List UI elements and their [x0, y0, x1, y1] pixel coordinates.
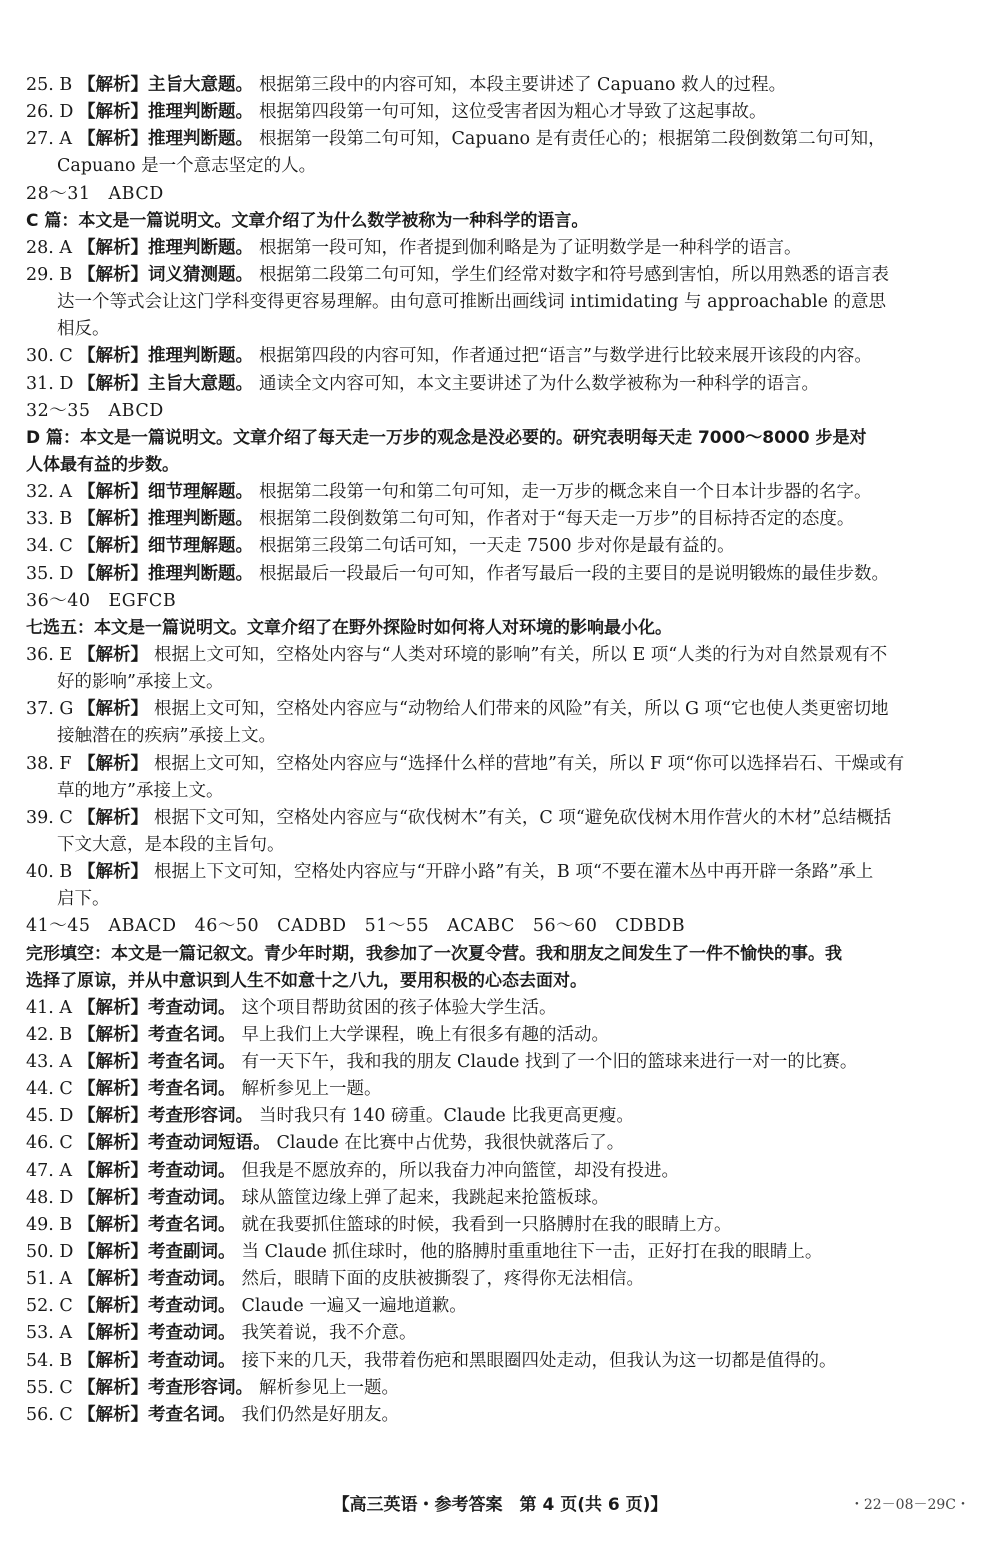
continuation-line [26, 153, 976, 180]
answer-number: 28. A [26, 237, 73, 258]
analysis-text: 我们仍然是好朋友。 [241, 1404, 399, 1425]
analysis-tag: 【解析】考查副词。 [78, 1242, 236, 1263]
analysis-text: 但我是不愿放弃的，所以我奋力冲向篮筐，却没有投进。 [241, 1160, 679, 1181]
continuation-line [26, 316, 976, 343]
analysis-text: 接下来的几天，我带着伤疤和黑眼圈四处走动，但我认为这一切都是值得的。 [241, 1350, 837, 1371]
answer-item [26, 343, 976, 370]
analysis-text: 根据上文可知，空格处内容应与“动物给人们带来的风险”有关，所以 G 项“它也使人类更密切地 [154, 699, 889, 720]
analysis-text: 有一天下午，我和我的朋友 Claude 找到了一个旧的篮球来进行一对一的比赛。 [241, 1052, 858, 1073]
answer-item [26, 72, 976, 99]
footer-code: ・22－08－29C・ [849, 1497, 970, 1513]
analysis-tag: 【解析】考查名词。 [78, 1052, 236, 1073]
answer-number: 56. C [26, 1404, 73, 1425]
analysis-text: 根据第二段第一句和第二句可知，走一万步的概念来自一个日本计步器的名字。 [259, 482, 872, 503]
answer-number: 42. B [26, 1024, 73, 1045]
answer-item [26, 1076, 976, 1103]
answer-number: 41. A [26, 997, 73, 1018]
analysis-tag: 【解析】考查动词。 [78, 997, 236, 1018]
answer-number: 39. C [26, 807, 73, 828]
answer-item [26, 696, 976, 723]
analysis-tag: 【解析】考查动词。 [78, 1160, 236, 1181]
analysis-text: 当 Claude 抓住球时，他的胳膊肘重重地往下一击，正好打在我的眼睛上。 [241, 1242, 823, 1263]
analysis-tag: 【解析】 [78, 807, 148, 828]
analysis-tag: 【解析】考查动词。 [78, 1187, 236, 1208]
analysis-tag: 【解析】 [78, 644, 148, 665]
analysis-text: 根据最后一段最后一句可知，作者写最后一段的主要目的是说明锻炼的最佳步数。 [259, 563, 889, 584]
analysis-tag: 【解析】细节理解题。 [78, 482, 253, 503]
answer-number: 33. B [26, 509, 73, 530]
analysis-tag: 【解析】考查动词。 [78, 1296, 236, 1317]
section-heading-text: D 篇：本文是一篇说明文。文章介绍了每天走一万步的观念是没必要的。研究表明每天走 7000～8000 步是对 [26, 427, 867, 448]
answer-number: 35. D [26, 563, 74, 584]
continuation-line [26, 669, 976, 696]
continuation-line [26, 778, 976, 805]
analysis-tag: 【解析】考查名词。 [78, 1079, 236, 1100]
answer-number: 43. A [26, 1052, 73, 1073]
answer-number: 38. F [26, 753, 72, 774]
analysis-text: 然后，眼睛下面的皮肤被撕裂了，疼得你无法相信。 [241, 1269, 644, 1290]
analysis-tag: 【解析】考查名词。 [78, 1024, 236, 1045]
analysis-text: 根据上文可知，空格处内容与“人类对环境的影响”有关，所以 E 项“人类的行为对自然景观有不 [154, 644, 888, 665]
analysis-tag: 【解析】考查动词短语。 [78, 1133, 271, 1154]
answer-item [26, 1212, 976, 1239]
continuation-text: 启下。 [57, 889, 110, 910]
answer-number: 32. A [26, 482, 73, 503]
answer-item [26, 1293, 976, 1320]
continuation-line [26, 886, 976, 913]
continuation-text: Capuano 是一个意志坚定的人。 [57, 156, 317, 177]
continuation-text: 好的影响”承接上文。 [57, 672, 224, 693]
answer-key-range [26, 181, 976, 208]
answer-item [26, 262, 976, 289]
analysis-tag: 【解析】细节理解题。 [78, 536, 253, 557]
answer-number: 34. C [26, 536, 73, 557]
answer-number: 48. D [26, 1187, 74, 1208]
answer-number: 31. D [26, 373, 74, 394]
analysis-tag: 【解析】推理判断题。 [78, 237, 253, 258]
analysis-text: 根据第三段第二句话可知，一天走 7500 步对你是最有益的。 [259, 536, 735, 557]
answer-number: 55. C [26, 1377, 73, 1398]
section-heading [26, 941, 976, 968]
answer-number: 30. C [26, 346, 73, 367]
section-heading-text: C 篇：本文是一篇说明文。文章介绍了为什么数学被称为一种科学的语言。 [26, 210, 589, 231]
continuation-line [26, 832, 976, 859]
section-heading-text: 完形填空：本文是一篇记叙文。青少年时期，我参加了一次夏令营。我和朋友之间发生了一件不愉快的事。我 [26, 943, 842, 964]
analysis-tag: 【解析】考查名词。 [78, 1404, 236, 1425]
analysis-tag: 【解析】考查名词。 [78, 1214, 236, 1235]
continuation-text: 下文大意，是本段的主旨句。 [57, 834, 285, 855]
analysis-tag: 【解析】 [78, 862, 148, 883]
answer-item [26, 995, 976, 1022]
answer-key-range [26, 588, 976, 615]
answer-key-text: 28～31 ABCD [26, 183, 164, 204]
analysis-tag: 【解析】考查动词。 [78, 1350, 236, 1371]
answer-item [26, 561, 976, 588]
analysis-tag: 【解析】推理判断题。 [78, 563, 253, 584]
answer-item [26, 1130, 976, 1157]
answer-item [26, 126, 976, 153]
continuation-line [26, 289, 976, 316]
answer-key-range [26, 398, 976, 425]
analysis-text: 当时我只有 140 磅重。Claude 比我更高更瘦。 [259, 1106, 634, 1127]
answer-number: 37. G [26, 699, 74, 720]
analysis-tag: 【解析】主旨大意题。 [78, 373, 253, 394]
analysis-text: 我笑着说，我不介意。 [241, 1323, 417, 1344]
analysis-tag: 【解析】考查形容词。 [78, 1377, 253, 1398]
analysis-text: 根据下文可知，空格处内容应与“砍伐树木”有关，C 项“避免砍伐树木用作营火的木材”总结概括 [154, 807, 892, 828]
answer-item [26, 1158, 976, 1185]
answer-number: 50. D [26, 1242, 74, 1263]
answer-item [26, 1266, 976, 1293]
answer-item [26, 533, 976, 560]
section-heading [26, 968, 976, 995]
answer-number: 54. B [26, 1350, 73, 1371]
answer-item [26, 1375, 976, 1402]
analysis-text: 解析参见上一题。 [259, 1377, 399, 1398]
answer-item [26, 1103, 976, 1130]
analysis-tag: 【解析】 [78, 753, 148, 774]
analysis-text: 球从篮筐边缘上弹了起来，我跳起来抢篮板球。 [241, 1187, 609, 1208]
section-heading [26, 452, 976, 479]
analysis-text: 这个项目帮助贫困的孩子体验大学生活。 [241, 997, 557, 1018]
continuation-text: 接触潜在的疾病”承接上文。 [57, 726, 276, 747]
analysis-tag: 【解析】推理判断题。 [78, 346, 253, 367]
answer-key-text: 32～35 ABCD [26, 400, 164, 421]
answer-item [26, 1185, 976, 1212]
continuation-text: 草的地方”承接上文。 [57, 780, 224, 801]
analysis-text: 根据第四段的内容可知，作者通过把“语言”与数学进行比较来展开该段的内容。 [259, 346, 872, 367]
answer-item [26, 99, 976, 126]
answer-key-body [26, 72, 976, 1429]
analysis-text: 根据第二段第二句可知，学生们经常对数字和符号感到害怕，所以用熟悉的语言表 [259, 264, 889, 285]
answer-key-text: 41～45 ABACD 46～50 CADBD 51～55 ACABC 56～60 CDBDB [26, 916, 686, 937]
analysis-tag: 【解析】推理判断题。 [78, 509, 253, 530]
analysis-tag: 【解析】推理判断题。 [78, 102, 253, 123]
analysis-tag: 【解析】主旨大意题。 [78, 75, 253, 95]
analysis-text: 根据上文可知，空格处内容应与“选择什么样的营地”有关，所以 F 项“你可以选择岩石、干燥或有 [154, 753, 905, 774]
answer-number: 36. E [26, 644, 73, 665]
answer-item [26, 1320, 976, 1347]
analysis-tag: 【解析】词义猜测题。 [78, 264, 253, 285]
answer-item [26, 1348, 976, 1375]
analysis-text: 解析参见上一题。 [241, 1079, 382, 1100]
analysis-text: 早上我们上大学课程，晚上有很多有趣的活动。 [241, 1024, 609, 1045]
answer-number: 45. D [26, 1106, 74, 1127]
analysis-text: 通读全文内容可知，本文主要讲述了为什么数学被称为一种科学的语言。 [259, 373, 819, 394]
answer-item [26, 805, 976, 832]
continuation-text: 达一个等式会让这门学科变得更容易理解。由句意可推断出画线词 intimidating 与 approachable 的意思 [57, 292, 887, 313]
answer-number: 52. C [26, 1296, 73, 1317]
analysis-text: Claude 一遍又一遍地道歉。 [241, 1296, 467, 1317]
answer-item [26, 1239, 976, 1266]
answer-key-range [26, 913, 976, 940]
section-heading-text: 七选五：本文是一篇说明文。文章介绍了在野外探险时如何将人对环境的影响最小化。 [26, 617, 672, 638]
answer-item [26, 371, 976, 398]
answer-number: 49. B [26, 1214, 73, 1235]
analysis-tag: 【解析】 [78, 699, 148, 720]
analysis-text: 就在我要抓住篮球的时候，我看到一只胳膊肘在我的眼睛上方。 [241, 1214, 732, 1235]
answer-item [26, 235, 976, 262]
answer-item [26, 1022, 976, 1049]
section-heading-text: 人体最有益的步数。 [26, 454, 179, 475]
section-heading-text: 选择了原谅，并从中意识到人生不如意十之八九，要用积极的心态去面对。 [26, 970, 587, 991]
section-heading [26, 208, 976, 235]
answer-item [26, 1402, 976, 1429]
analysis-tag: 【解析】考查动词。 [78, 1323, 236, 1344]
analysis-text: 根据第三段中的内容可知，本段主要讲述了 Capuano 救人的过程。 [259, 75, 787, 95]
answer-item [26, 859, 976, 886]
analysis-text: 根据第一段可知，作者提到伽利略是为了证明数学是一种科学的语言。 [259, 237, 802, 258]
answer-number: 26. D [26, 102, 74, 123]
answer-item [26, 479, 976, 506]
continuation-line [26, 723, 976, 750]
answer-key-text: 36～40 EGFCB [26, 590, 177, 611]
answer-number: 47. A [26, 1160, 73, 1181]
footer-title: 【高三英语・参考答案 第 4 页(共 6 页)】 [332, 1495, 668, 1515]
answer-number: 53. A [26, 1323, 73, 1344]
answer-number: 25. B [26, 75, 73, 95]
continuation-text: 相反。 [57, 319, 110, 340]
answer-number: 29. B [26, 264, 73, 285]
answer-number: 46. C [26, 1133, 73, 1154]
answer-item [26, 1049, 976, 1076]
analysis-tag: 【解析】考查动词。 [78, 1269, 236, 1290]
section-heading [26, 425, 976, 452]
answer-number: 27. A [26, 129, 73, 150]
analysis-tag: 【解析】推理判断题。 [78, 129, 253, 150]
answer-number: 44. C [26, 1079, 73, 1100]
section-heading [26, 615, 976, 642]
analysis-text: 根据第一段第二句可知，Capuano 是有责任心的；根据第二段倒数第二句可知， [259, 129, 886, 150]
answer-item [26, 506, 976, 533]
analysis-text: 根据第二段倒数第二句可知，作者对于“每天走一万步”的目标持否定的态度。 [259, 509, 855, 530]
answer-item [26, 642, 976, 669]
answer-number: 40. B [26, 862, 73, 883]
analysis-text: 根据上下文可知，空格处内容应与“开辟小路”有关，B 项“不要在灌木丛中再开辟一条路”承上 [154, 862, 874, 883]
answer-number: 51. A [26, 1269, 73, 1290]
analysis-tag: 【解析】考查形容词。 [78, 1106, 253, 1127]
answer-item [26, 751, 976, 778]
analysis-text: Claude 在比赛中占优势，我很快就落后了。 [276, 1133, 625, 1154]
analysis-text: 根据第四段第一句可知，这位受害者因为粗心才导致了这起事故。 [259, 102, 767, 123]
